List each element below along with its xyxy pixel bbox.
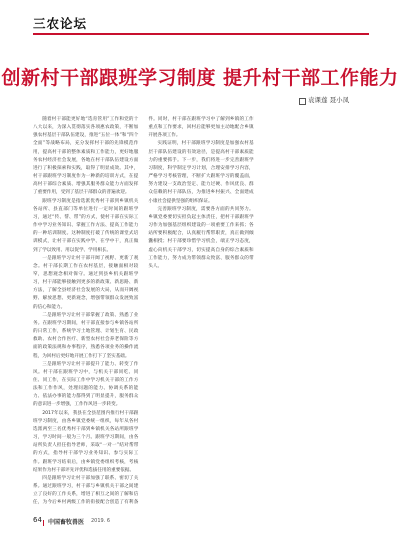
body-paragraph: 完善跟班学习制度，需要各方面的共同努力。乡镇党委要切实担负起主体责任，把村干部跟班学习作为加强基层组织建设的一项重要工作来抓；各站所要积极配合，认真履行帮带职责，真正做到倾囊相授；村干部要珍惜学习机会，端正学习态度，虚心向机关干部学习，切实提高自身的综合素质和工作能力，努力成为带领群众致富、服务群众的带头人。 <box>148 206 254 269</box>
footer-divider <box>43 520 44 526</box>
journal-issue: 2019. 6 <box>91 518 111 524</box>
body-paragraph: 四是跟班学习让村干部加强了联系、密切了关系。通过跟班学习，村干部与乡镇机关干部之间建立了良好的工作关系，增进了相互之间的了解和信任，为今后乡村两级工作的衔接配合创造了有利条件。同时，村干部在跟班学习中了解到乡镇的工作重点和工作要求，回村后能够更加主动地配合乡镇开展各项工作。 <box>33 117 254 506</box>
body-paragraph: 实践证明，村干部跟班学习制度是加强农村基层干部队伍建设的有效途径，是提高村干部素质能力的重要抓手。下一步，我们将进一步完善跟班学习制度，科学制定学习计划，合理安排学习内容，严格学习考核管理，不断扩大跟班学习的覆盖面，努力建设一支政治坚定、能力过硬、作风优良、群众信赖的村干部队伍，为推进乡村振兴、全面建成小康社会提供坚强的组织保证。 <box>148 141 254 204</box>
page-footer <box>33 516 369 528</box>
journal-name: 中国畜牧兽医 <box>48 519 85 526</box>
page-number: 64 <box>33 516 42 524</box>
body-paragraph: 随着村干部能更好地“选育管用”工作和党的十八大以来，为深入贯彻落实各项惠农政策，不断加强农村基层干部队伍建设，推进“五位一体”和“四个全面”等战略布局，充分发挥村干部的先锋模范作用，提高村干部的整体素质和工作能力，更好地服务农村经济社会发展，各地在村干部队伍建设方面进行了积极探索和实践，取得了明显成效。其中，村干部跟班学习制度作为一种新的培训方式，在提高村干部综合素质、增强其服务群众能力方面发挥了重要作用，受到了基层干部群众的普遍欢迎。 <box>33 117 139 196</box>
article-authors: 袁课莲 聂小凤 <box>308 96 350 104</box>
page-header <box>0 0 400 38</box>
section-label: 三农论坛 <box>33 16 88 31</box>
article-body <box>33 116 369 514</box>
body-paragraph: 一是跟班学习让村干部开阔了视野、更新了观念。村干部长期工作在农村基层，接触面相对较窄，思想观念相对保守。通过到县乡机关跟班学习，村干部能够接触到更多的新政策、新思路、新方法，了解全县经济社会发展的大局，从而开阔视野、解放思想、更新观念，增强带领群众发展致富的信心和能力。 <box>33 255 139 310</box>
section-divider <box>33 33 369 35</box>
author-marker-icon <box>299 98 306 105</box>
body-paragraph: 跟班学习制度是指选派优秀村干部到乡镇机关各站所、县直部门等单位进行一定时间的跟班学习，通过“传、帮、带”的方式，使村干部在实际工作中学习业务知识、掌握工作方法、提高工作能力的一种培训制度。这种制度打破了传统的课堂式培训模式，让村干部在实践中学、在学中干，真正做到了学以致用、用以促学、学用相长。 <box>33 198 139 253</box>
body-paragraph: 二是跟班学习让村干部掌握了政策、熟悉了业务。在跟班学习期间，村干部直接参与乡镇各站所的日常工作，系统学习土地管理、计划生育、民政救助、农村合作医疗、新型农村社会养老保险等方面的政策法规和办事程序，熟悉各项业务的操作流程，为回村后更好地开展工作打下了坚实基础。 <box>33 312 139 359</box>
body-paragraph: 三是跟班学习让村干部提升了能力、转变了作风。村干部在跟班学习中，与机关干部同吃、同住、同工作，在实际工作中学习机关干部的工作方法和工作作风，处理问题的能力、协调关系的能力、依法办事的能力都得到了明显提升，服务群众的意识进一步增强，工作作风进一步转变。 <box>33 361 139 408</box>
article-title: 创新村干部跟班学习制度 提升村干部工作能力 <box>1 67 399 89</box>
body-paragraph: 2017年以来，我县在全县范围内推行村干部跟班学习制度，由各乡镇党委统一组织，每年从各村选派两至三名优秀村干部到乡镇机关各站所跟班学习，学习时间一般为三个月。跟班学习期间，由各站所负责人担任指导老师，采取“一对一”结对帮带的方式，指导村干部学习业务知识、参与实际工作。跟班学习结束后，由乡镇党委组织考核，考核结果作为村干部评先评优和选拔任用的重要依据。 <box>33 410 139 473</box>
